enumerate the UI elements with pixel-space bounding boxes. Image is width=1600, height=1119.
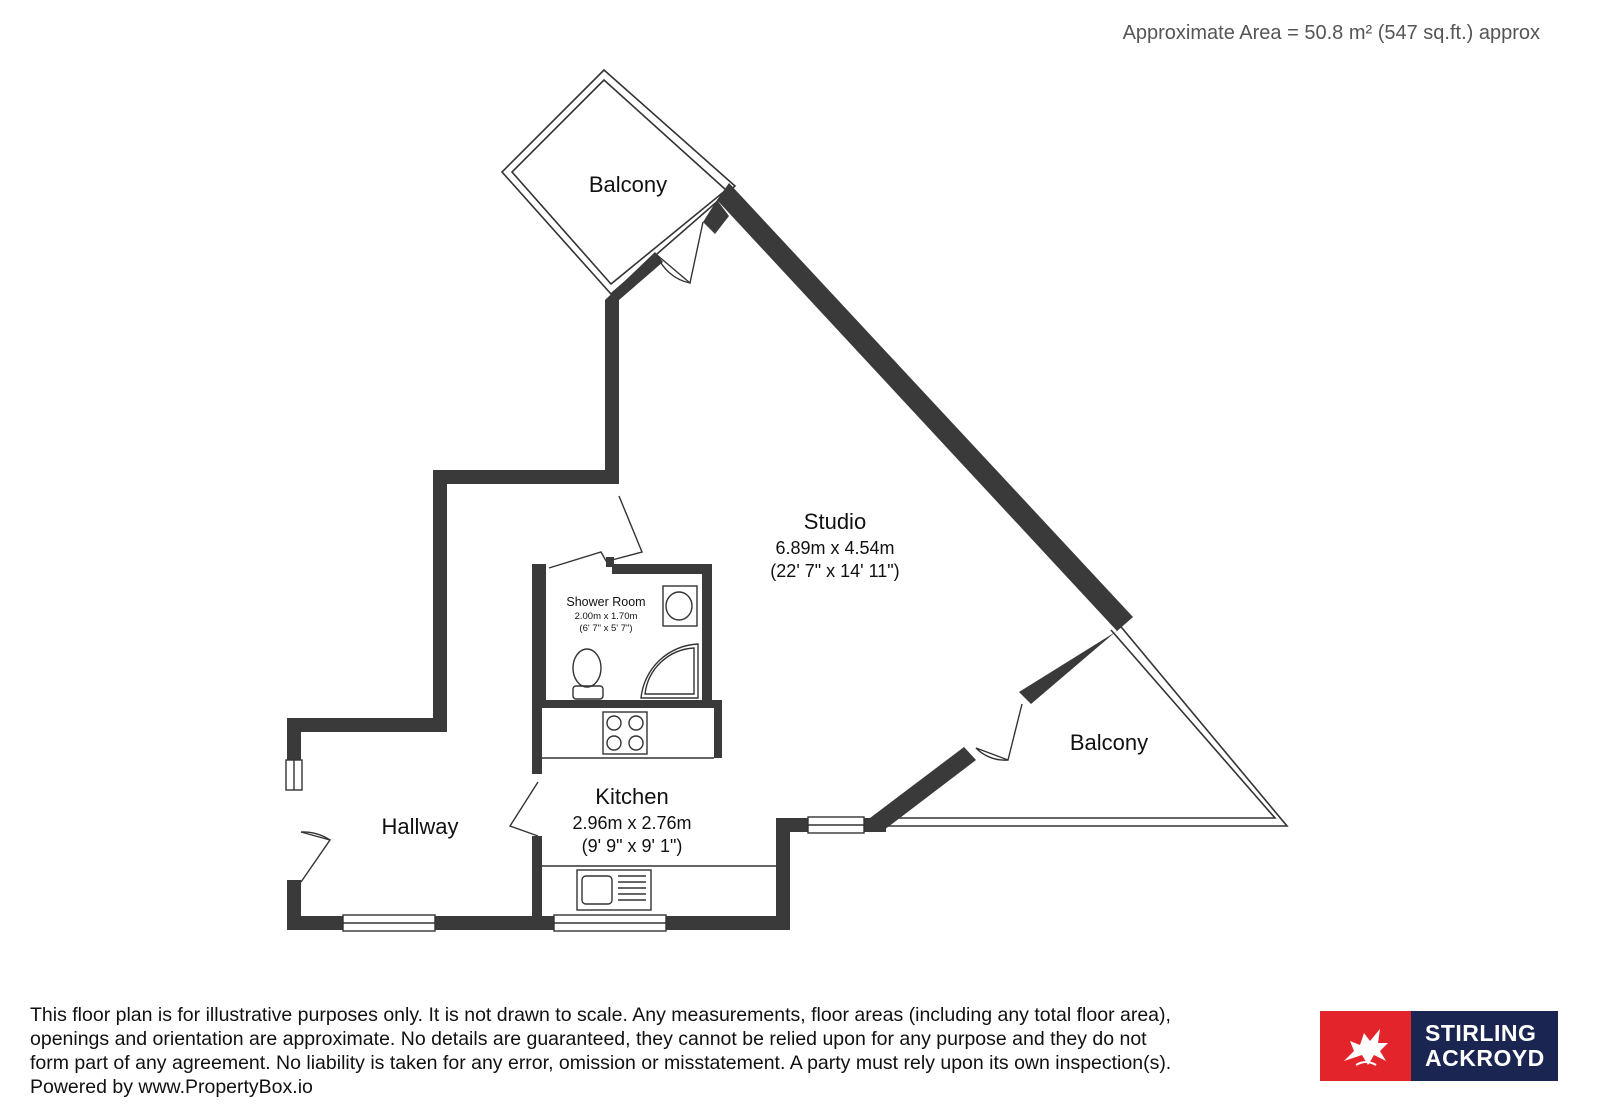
shower-room-name: Shower Room — [566, 595, 646, 609]
griffin-icon — [1320, 1011, 1411, 1081]
approximate-area-label: Approximate Area = 50.8 m² (547 sq.ft.) approx — [1122, 22, 1540, 44]
disclaimer-text — [30, 1003, 1300, 1099]
kitchen-name: Kitchen — [595, 784, 669, 809]
balcony-right-outline — [873, 622, 1287, 826]
disclaimer-line: form part of any agreement. No liability is taken for any error, omission or misstatement. A party must rely upon its own inspection(s). — [30, 1052, 1172, 1074]
logo-line-1: STIRLING — [1425, 1020, 1537, 1046]
logo-wordmark — [1411, 1011, 1558, 1081]
balcony-right-label: Balcony — [1069, 730, 1149, 755]
kitchen-imperial: (9' 9" x 9' 1") — [581, 836, 683, 856]
sink-icon — [577, 870, 651, 910]
shower-room-metric: 2.00m x 1.70m — [574, 611, 638, 622]
balcony-top-label: Balcony — [588, 172, 668, 197]
disclaimer-line: This floor plan is for illustrative purposes only. It is not drawn to scale. Any measurements, floor areas (including any total floor area), — [30, 1004, 1171, 1026]
toilet-icon — [573, 649, 603, 699]
logo-line-2: ACKROYD — [1425, 1045, 1545, 1071]
fixtures — [573, 586, 698, 910]
powered-by-line: Powered by www.PropertyBox.io — [30, 1076, 313, 1098]
interior-walls — [532, 557, 776, 930]
kitchen-metric: 2.96m x 2.76m — [572, 813, 692, 833]
studio-name: Studio — [803, 509, 867, 534]
studio-imperial: (22' 7" x 14' 11") — [770, 561, 900, 581]
doors — [301, 222, 1022, 882]
shower-tray-icon — [641, 644, 698, 698]
hob-icon — [603, 712, 647, 754]
disclaimer-line: openings and orientation are approximate. No details are guaranteed, they cannot be relied upon for any purpose and they do not — [30, 1028, 1147, 1050]
stirling-ackroyd-logo — [1320, 1011, 1558, 1081]
studio-metric: 6.89m x 4.54m — [775, 538, 895, 558]
shower-room-imperial: (6' 7" x 5' 7") — [579, 623, 633, 634]
hallway-name: Hallway — [381, 814, 459, 839]
basin-icon — [663, 586, 697, 626]
